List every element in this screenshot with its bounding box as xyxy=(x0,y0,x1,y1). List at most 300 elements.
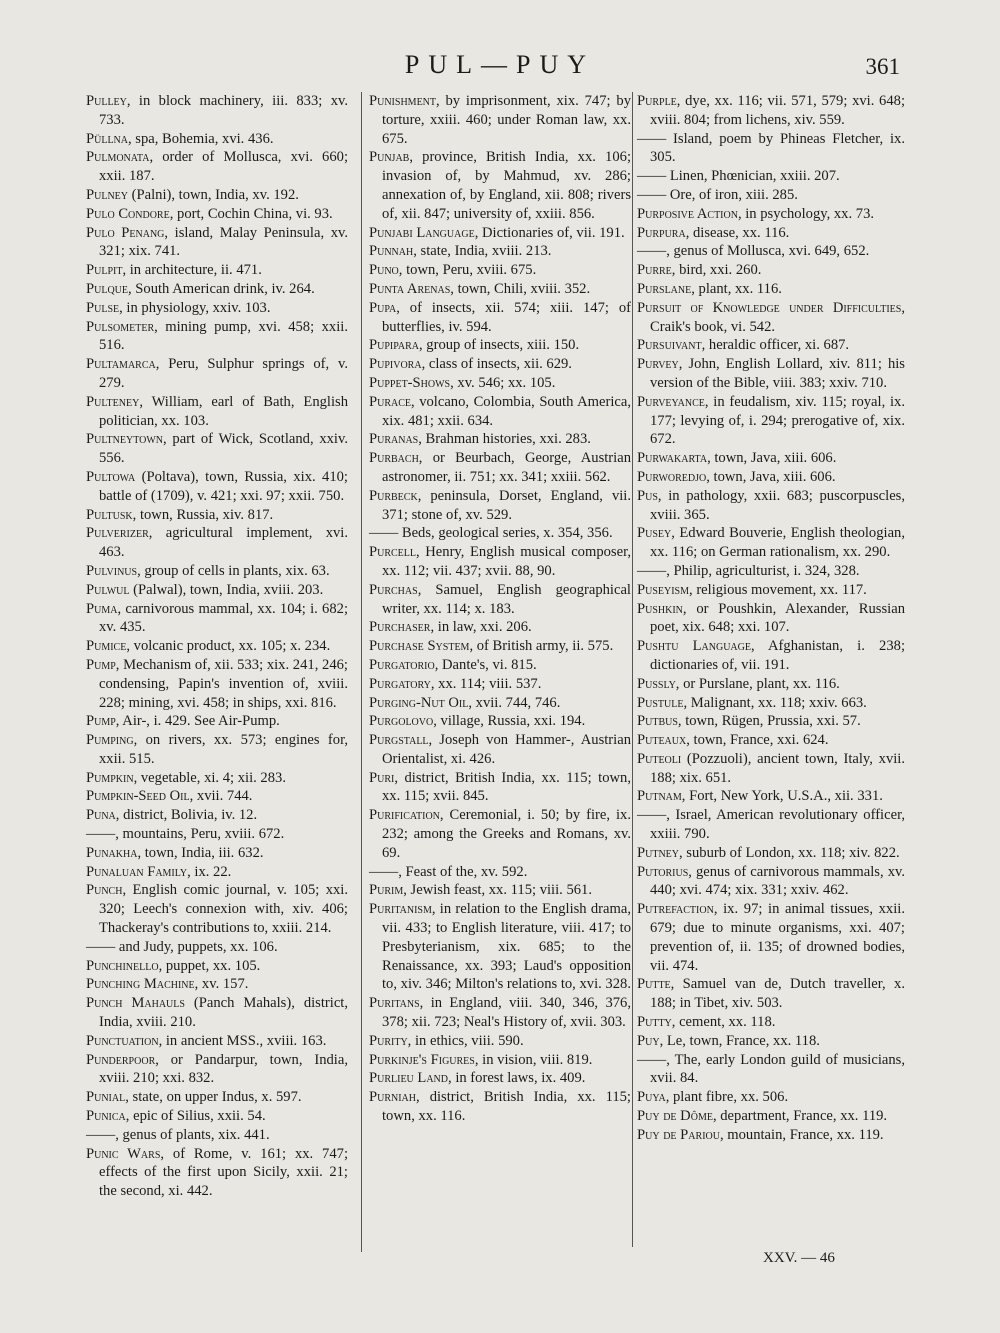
index-entry xyxy=(86,1032,348,1051)
entry-text: , of Rome, v. 161; xx. 747; effects of the first upon Sicily, xxii. 21; the second, xi. 442. xyxy=(99,1145,348,1200)
entry-text: , or Beurbach, George, Austrian astronomer, ii. 751; xx. 341; xxiii. 562. xyxy=(382,450,631,485)
entry-text: —— Linen, Phœnician, xxiii. 207. xyxy=(637,168,840,185)
index-entry xyxy=(369,148,631,223)
index-entry xyxy=(637,1051,905,1089)
entry-text: , plant, xx. 116. xyxy=(691,280,782,297)
entry-text: , Samuel van de, Dutch traveller, x. 188; in Tibet, xiv. 503. xyxy=(650,976,905,1012)
entry-text: , Craik's book, vi. 542. xyxy=(650,299,905,335)
entry-headword: Puseyism xyxy=(637,581,690,598)
running-title: PUL—PUY xyxy=(404,50,596,79)
index-entry xyxy=(637,731,905,750)
entry-headword: Pussly xyxy=(637,675,676,692)
entry-text: , volcano, Colombia, South America, xix. 481; xxii. 634. xyxy=(382,393,631,429)
entry-text: ——, genus of Mollusca, xvi. 649, 652. xyxy=(637,243,870,260)
entry-text: , in England, viii. 340, 346, 376, 378; xii. 723; Neal's History of, xvii. 303. xyxy=(382,995,631,1031)
entry-text: , Joseph von Hammer-, Austrian Orientalist, xi. 426. xyxy=(382,732,631,767)
entry-headword: Purvey xyxy=(637,356,679,373)
entry-headword: Pumping xyxy=(86,732,134,749)
index-entry xyxy=(369,712,631,731)
entry-headword: Püllna xyxy=(86,130,128,147)
entry-text: , Dante's, vi. 815. xyxy=(434,656,537,673)
index-entry xyxy=(637,975,905,1013)
index-entry xyxy=(369,694,631,713)
entry-headword: Pursuit of Knowledge under Difficulties xyxy=(637,299,902,316)
index-entry xyxy=(86,318,348,356)
index-entry xyxy=(86,355,348,393)
entry-text: , state, India, xviii. 213. xyxy=(413,243,552,260)
entry-headword: Punjab xyxy=(369,149,410,166)
entry-headword: Punaluan Family xyxy=(86,863,188,880)
entry-text: , in vision, viii. 819. xyxy=(474,1051,593,1068)
entry-text: , English comic journal, v. 105; xxi. 320; Leech's connexion with, xiv. 406; Thackeray's contributions to, xxiii. 214. xyxy=(99,882,348,937)
entry-headword: Purwakarta xyxy=(637,450,708,467)
entry-headword: Pulque xyxy=(86,280,128,297)
entry-text: , district, British India, xx. 115; town, xx. 115; xvii. 845. xyxy=(382,769,631,805)
entry-headword: Pus xyxy=(637,487,658,504)
entry-text: ——, mountains, Peru, xviii. 672. xyxy=(86,826,285,843)
entry-text: , on rivers, xx. 573; engines for, xxii. 515. xyxy=(99,732,348,767)
index-entry xyxy=(86,1126,348,1145)
entry-headword: Putrefaction xyxy=(637,901,714,918)
entry-headword: Putorius xyxy=(637,863,689,880)
index-entry xyxy=(86,1088,348,1107)
index-entry xyxy=(637,863,905,901)
index-entry xyxy=(86,148,348,186)
index-entry xyxy=(637,712,905,731)
entry-headword: Puppet-Shows xyxy=(369,374,451,391)
index-entry xyxy=(369,280,631,299)
entry-text: , in ethics, viii. 590. xyxy=(407,1032,524,1049)
entry-headword: Pumpkin-Seed Oil xyxy=(86,788,190,805)
index-column-1 xyxy=(86,92,348,1252)
entry-text: , Jewish feast, xx. 115; viii. 561. xyxy=(403,882,592,899)
entry-headword: Pultamarca xyxy=(86,356,156,373)
index-entry xyxy=(369,731,631,769)
sheet-signature: XXV. — 46 xyxy=(763,1250,835,1266)
index-entry xyxy=(86,1107,348,1126)
column-rule xyxy=(361,92,362,1252)
entry-text: , by imprisonment, xix. 747; by torture, xxiii. 460; under Roman law, xx. 675. xyxy=(382,93,631,147)
entry-text: , Mechanism of, xii. 533; xix. 241, 246; condensing, Papin's invention of, xviii. 228; mining, xvi. 458; in ships, xxi. 816. xyxy=(99,656,348,711)
entry-text: , of British army, ii. 575. xyxy=(469,638,614,655)
index-entry xyxy=(369,806,631,862)
entry-text: , xv. 157. xyxy=(194,976,249,993)
entry-text: , in ancient MSS., xviii. 163. xyxy=(158,1032,327,1049)
entry-text: , ix. 97; in animal tissues, xxii. 679; due to minute organisms, xxi. 407; prevention of, ii. 135; of drowned bodies, vii. 474. xyxy=(650,901,905,974)
index-entry xyxy=(86,506,348,525)
entry-text: , Ceremonial, i. 50; by fire, ix. 232; among the Greeks and Romans, xv. 69. xyxy=(382,807,631,861)
index-entry xyxy=(86,468,348,506)
entry-headword: Purpura xyxy=(637,224,686,241)
index-entry xyxy=(637,787,905,806)
entry-headword: Puteaux xyxy=(637,732,687,749)
entry-text: , or Purslane, plant, xx. 116. xyxy=(675,675,840,692)
entry-text: , Le, town, France, xx. 118. xyxy=(659,1032,820,1049)
index-entry xyxy=(369,1088,631,1126)
entry-headword: Punta Arenas xyxy=(369,280,451,297)
entry-headword: Purim xyxy=(369,882,404,899)
index-entry xyxy=(637,92,905,130)
entry-text: ——, Philip, agriculturist, i. 324, 328. xyxy=(637,562,860,579)
entry-headword: Punica xyxy=(86,1108,126,1125)
index-entry xyxy=(369,675,631,694)
index-entry xyxy=(86,637,348,656)
entry-text: , xvii. 744. xyxy=(189,788,253,805)
entry-text: , town, Peru, xviii. 675. xyxy=(398,262,537,279)
entry-headword: Purchaser xyxy=(369,619,431,636)
index-entry xyxy=(86,393,348,431)
entry-text: ——, Feast of the, xv. 592. xyxy=(369,863,528,880)
index-entry xyxy=(86,299,348,318)
entry-headword: Punching Machine xyxy=(86,976,195,993)
index-entry xyxy=(86,1051,348,1089)
index-entry xyxy=(369,900,631,994)
entry-text: , department, France, xx. 119. xyxy=(712,1108,888,1125)
index-entry xyxy=(637,1126,905,1145)
entry-text: , of insects, xii. 574; xiii. 147; of butterflies, iv. 594. xyxy=(382,299,631,335)
entry-headword: Pulpit xyxy=(86,262,123,279)
index-entry xyxy=(637,900,905,975)
column-rule xyxy=(632,92,633,1247)
entry-text: , Afghanistan, i. 238; dictionaries of, vii. 191. xyxy=(650,638,905,673)
entry-headword: Purbeck xyxy=(369,487,418,504)
entry-headword: Pultowa xyxy=(86,468,136,485)
entry-text: , part of Wick, Scotland, xxiv. 556. xyxy=(99,431,348,467)
entry-headword: Pumpkin xyxy=(86,769,134,786)
entry-headword: Punnah xyxy=(369,243,414,260)
index-entry xyxy=(637,242,905,261)
entry-text: —— Ore, of iron, xiii. 285. xyxy=(637,186,798,203)
entry-headword: Puno xyxy=(369,262,399,279)
index-column-3 xyxy=(637,92,905,1252)
entry-headword: Purbach xyxy=(369,450,419,467)
entry-headword: Pultneytown xyxy=(86,431,163,448)
index-entry xyxy=(369,242,631,261)
index-entry xyxy=(637,224,905,243)
entry-headword: Pulsometer xyxy=(86,318,155,335)
index-entry xyxy=(86,656,348,712)
entry-text: ——, Israel, American revolutionary officer, xxiii. 790. xyxy=(637,807,905,843)
index-entry xyxy=(637,1013,905,1032)
entry-text: , Samuel, English geographical writer, xx. 114; x. 183. xyxy=(382,581,631,617)
index-entry xyxy=(637,1107,905,1126)
entry-headword: Puma xyxy=(86,600,118,617)
index-entry xyxy=(637,694,905,713)
index-entry xyxy=(86,524,348,562)
entry-text: , vegetable, xi. 4; xii. 283. xyxy=(133,769,286,786)
entry-headword: Punial xyxy=(86,1089,126,1106)
index-entry xyxy=(637,299,905,337)
entry-headword: Pultusk xyxy=(86,506,133,523)
entry-headword: Punic Wars xyxy=(86,1145,161,1162)
entry-text: (Palwal), town, India, xviii. 203. xyxy=(129,581,324,598)
entry-text: , Peru, Sulphur springs of, v. 279. xyxy=(99,356,348,391)
index-entry xyxy=(86,261,348,280)
entry-text: , in psychology, xx. 73. xyxy=(737,205,875,222)
index-columns xyxy=(86,92,906,1252)
entry-text: , town, Rügen, Prussia, xxi. 57. xyxy=(677,713,861,730)
index-entry xyxy=(369,449,631,487)
entry-headword: Putbus xyxy=(637,713,678,730)
entry-text: , suburb of London, xx. 118; xiv. 822. xyxy=(679,844,900,861)
entry-headword: Pushkin xyxy=(637,600,683,617)
entry-text: , town, Java, xiii. 606. xyxy=(706,468,836,485)
entry-text: ——, genus of plants, xix. 441. xyxy=(86,1126,270,1143)
entry-headword: Purging-Nut Oil xyxy=(369,694,469,711)
entry-text: —— Beds, geological series, x. 354, 356. xyxy=(369,525,613,542)
entry-headword: Pushtu Language xyxy=(637,638,751,655)
index-entry xyxy=(86,186,348,205)
entry-headword: Purace xyxy=(369,393,412,410)
index-entry xyxy=(369,487,631,525)
entry-headword: Pupivora xyxy=(369,356,422,373)
entry-headword: Puritanism xyxy=(369,901,432,918)
index-entry xyxy=(637,562,905,581)
index-entry xyxy=(369,374,631,393)
index-entry xyxy=(637,449,905,468)
entry-text: , plant fibre, xx. 506. xyxy=(665,1089,789,1106)
entry-text: , religious movement, xx. 117. xyxy=(689,581,867,598)
entry-text: , in law, xxi. 206. xyxy=(430,619,532,636)
entry-text: , in feudalism, xiv. 115; royal, ix. 177; levying of, i. 294; prerogative of, xix. 672. xyxy=(650,393,905,448)
index-entry xyxy=(637,637,905,675)
index-entry xyxy=(637,600,905,638)
entry-headword: Pulo Condore xyxy=(86,205,170,222)
entry-text: , or Poushkin, Alexander, Russian poet, xix. 648; xxi. 107. xyxy=(650,600,905,636)
index-entry xyxy=(369,637,631,656)
entry-text: , mining pump, xvi. 458; xxii. 516. xyxy=(99,318,348,354)
entry-text: (Pozzuoli), ancient town, Italy, xvii. 188; xix. 651. xyxy=(650,750,905,786)
index-entry xyxy=(369,92,631,148)
index-entry xyxy=(637,167,905,186)
index-entry xyxy=(369,224,631,243)
entry-text: , Henry, English musical composer, xx. 112; vii. 437; xvii. 88, 90. xyxy=(382,544,631,579)
entry-text: , genus of carnivorous mammals, xv. 440; xvi. 474; xix. 331; xxiv. 462. xyxy=(650,863,905,899)
entry-headword: Puya xyxy=(637,1089,666,1106)
entry-headword: Purcell xyxy=(369,544,417,561)
entry-text: , group of cells in plants, xix. 63. xyxy=(137,562,330,579)
entry-text: , town, Russia, xiv. 817. xyxy=(132,506,274,523)
entry-text: , in pathology, xxii. 683; puscorpuscles, xviii. 365. xyxy=(650,487,905,523)
index-entry xyxy=(86,430,348,468)
entry-text: , Malignant, xx. 118; xxiv. 663. xyxy=(683,694,867,711)
entry-text: , dye, xx. 116; vii. 571, 579; xvi. 648; xviii. 804; from lichens, xiv. 559. xyxy=(650,93,905,128)
entry-headword: Puteoli xyxy=(637,750,682,767)
entry-text: , port, Cochin China, vi. 93. xyxy=(169,205,333,222)
index-entry xyxy=(86,600,348,638)
index-column-2 xyxy=(369,92,631,1252)
index-entry xyxy=(369,994,631,1032)
entry-headword: Puy de Pariou xyxy=(637,1126,720,1143)
entry-text: , carnivorous mammal, xx. 104; i. 682; xv. 435. xyxy=(99,600,348,636)
index-entry xyxy=(86,769,348,788)
entry-headword: Pump xyxy=(86,713,116,730)
index-entry xyxy=(637,355,905,393)
entry-text: ——, The, early London guild of musicians, xvii. 84. xyxy=(637,1051,905,1087)
entry-headword: Purre xyxy=(637,262,672,279)
entry-headword: Puna xyxy=(86,807,116,824)
entry-text: —— and Judy, puppets, xx. 106. xyxy=(86,938,278,955)
index-entry xyxy=(369,618,631,637)
entry-text: , Brahman histories, xxi. 283. xyxy=(418,431,591,448)
index-entry xyxy=(369,430,631,449)
index-entry xyxy=(86,712,348,731)
entry-headword: Purification xyxy=(369,807,440,824)
entry-headword: Putney xyxy=(637,844,679,861)
index-entry xyxy=(86,1145,348,1201)
entry-text: , bird, xxi. 260. xyxy=(671,262,762,279)
entry-text: , or Pandarpur, town, India, xviii. 210; xxi. 832. xyxy=(99,1051,348,1087)
index-entry xyxy=(637,468,905,487)
entry-text: , epic of Silius, xxii. 54. xyxy=(125,1108,266,1125)
entry-text: , town, France, xxi. 624. xyxy=(686,732,829,749)
entry-headword: Purworedjo xyxy=(637,468,707,485)
index-entry xyxy=(369,1032,631,1051)
index-entry xyxy=(369,769,631,807)
index-entry xyxy=(637,1032,905,1051)
index-entry xyxy=(369,581,631,619)
entry-headword: Purchas xyxy=(369,581,418,598)
index-entry xyxy=(369,656,631,675)
entry-headword: Purple xyxy=(637,93,677,109)
index-entry xyxy=(369,863,631,882)
index-entry xyxy=(86,562,348,581)
entry-headword: Pulley xyxy=(86,93,127,109)
index-entry xyxy=(637,130,905,168)
entry-headword: Putty xyxy=(637,1014,672,1031)
index-entry xyxy=(86,994,348,1032)
entry-headword: Punch Mahauls xyxy=(86,995,185,1012)
entry-headword: Pustule xyxy=(637,694,684,711)
entry-headword: Purgstall xyxy=(369,732,429,749)
entry-headword: Pulmonata xyxy=(86,149,150,166)
index-entry xyxy=(369,299,631,337)
index-entry xyxy=(369,261,631,280)
entry-text: , volcanic product, xx. 105; x. 234. xyxy=(126,638,331,655)
index-entry xyxy=(637,844,905,863)
entry-headword: Pupipara xyxy=(369,337,419,354)
index-entry xyxy=(369,524,631,543)
index-entry xyxy=(86,224,348,262)
entry-headword: Purgatory xyxy=(369,675,431,692)
entry-text: , Dictionaries of, vii. 191. xyxy=(474,224,625,241)
entry-headword: Pulney xyxy=(86,186,128,203)
entry-text: , in forest laws, ix. 409. xyxy=(448,1070,586,1087)
entry-text: , Fort, New York, U.S.A., xii. 331. xyxy=(681,788,883,805)
index-entry xyxy=(637,524,905,562)
index-entry xyxy=(637,581,905,600)
entry-headword: Pulteney xyxy=(86,393,140,410)
entry-headword: Pulverizer xyxy=(86,525,149,542)
index-entry xyxy=(637,393,905,449)
entry-text: (Palni), town, India, xv. 192. xyxy=(128,186,299,203)
entry-text: , Edward Bouverie, English theologian, xx. 116; on German rationalism, xx. 290. xyxy=(650,525,905,561)
entry-headword: Purniah xyxy=(369,1089,417,1106)
index-entry xyxy=(369,355,631,374)
index-entry xyxy=(369,1051,631,1070)
index-entry xyxy=(86,863,348,882)
entry-headword: Puri xyxy=(369,769,395,786)
entry-text: , South American drink, iv. 264. xyxy=(128,280,315,297)
entry-headword: Pulwul xyxy=(86,581,130,598)
entry-text: , town, Java, xiii. 606. xyxy=(707,450,837,467)
index-entry xyxy=(86,280,348,299)
entry-headword: Purposive Action xyxy=(637,205,738,222)
entry-text: , cement, xx. 118. xyxy=(671,1014,776,1031)
entry-headword: Pump xyxy=(86,656,116,673)
entry-text: , island, Malay Peninsula, xv. 321; xix. 741. xyxy=(99,224,348,260)
entry-headword: Purkinje's Figures xyxy=(369,1051,475,1068)
entry-text: , disease, xx. 116. xyxy=(685,224,790,241)
entry-text: , xv. 546; xx. 105. xyxy=(450,374,556,391)
entry-headword: Puy xyxy=(637,1032,660,1049)
entry-headword: Punishment xyxy=(369,93,437,109)
entry-headword: Purslane xyxy=(637,280,692,297)
entry-headword: Purity xyxy=(369,1032,408,1049)
entry-text: , class of insects, xii. 629. xyxy=(421,356,572,373)
running-head xyxy=(0,50,1000,86)
entry-headword: Purlieu Land xyxy=(369,1070,449,1087)
entry-headword: Pulo Penang xyxy=(86,224,165,241)
index-entry xyxy=(86,731,348,769)
page-number: 361 xyxy=(865,54,900,79)
entry-headword: Pupa xyxy=(369,299,397,316)
entry-text: , state, on upper Indus, x. 597. xyxy=(125,1089,302,1106)
entry-headword: Putnam xyxy=(637,788,682,805)
entry-headword: Puranas xyxy=(369,431,419,448)
entry-headword: Punchinello xyxy=(86,957,159,974)
index-entry xyxy=(637,261,905,280)
index-entry xyxy=(637,487,905,525)
entry-headword: Purchase System xyxy=(369,638,470,655)
index-entry xyxy=(637,1088,905,1107)
entry-text: , in physiology, xxiv. 103. xyxy=(119,299,271,316)
entry-headword: Pulse xyxy=(86,299,120,316)
entry-text: , in block machinery, iii. 833; xv. 733. xyxy=(99,93,348,128)
entry-text: , village, Russia, xxi. 194. xyxy=(433,713,586,730)
entry-text: —— Island, poem by Phineas Fletcher, ix. 305. xyxy=(637,130,905,166)
entry-text: , district, Bolivia, iv. 12. xyxy=(115,807,258,824)
index-entry xyxy=(86,92,348,130)
entry-text: , in relation to the English drama, vii. 433; to English literature, viii. 417; to Presbyterianism, xix. 685; to the Renaissance, xx. 393; Laud's opposition to, xiv. 346; Milton's relations to, xvi. 328. xyxy=(382,901,631,993)
entry-headword: Punakha xyxy=(86,844,138,861)
index-entry xyxy=(86,881,348,937)
index-entry xyxy=(637,750,905,788)
entry-text: , John, English Lollard, xiv. 811; his version of the Bible, viii. 383; xxiv. 710. xyxy=(650,356,905,391)
entry-text: , order of Mollusca, xvi. 660; xxii. 187. xyxy=(99,149,348,185)
index-entry xyxy=(86,806,348,825)
entry-text: , agricultural implement, xvi. 463. xyxy=(99,525,348,561)
entry-text: , puppet, xx. 105. xyxy=(158,957,261,974)
entry-text: , Air-, i. 429. See Air-Pump. xyxy=(115,713,280,730)
entry-text: , town, India, iii. 632. xyxy=(137,844,264,861)
entry-text: (Poltava), town, Russia, xix. 410; battle of (1709), v. 421; xxi. 97; xxii. 750. xyxy=(99,468,348,504)
index-entry xyxy=(369,336,631,355)
entry-text: , in architecture, ii. 471. xyxy=(122,262,262,279)
entry-headword: Purgolovo xyxy=(369,713,434,730)
index-entry xyxy=(86,975,348,994)
index-entry xyxy=(369,543,631,581)
entry-headword: Punderpoor xyxy=(86,1051,156,1068)
entry-text: , group of insects, xiii. 150. xyxy=(419,337,580,354)
entry-headword: Punjabi Language xyxy=(369,224,475,241)
entry-headword: Punctuation xyxy=(86,1032,159,1049)
entry-text: , mountain, France, xx. 119. xyxy=(719,1126,884,1143)
index-entry xyxy=(86,844,348,863)
index-entry xyxy=(86,581,348,600)
index-entry xyxy=(369,393,631,431)
entry-text: , heraldic officer, xi. 687. xyxy=(701,337,850,354)
